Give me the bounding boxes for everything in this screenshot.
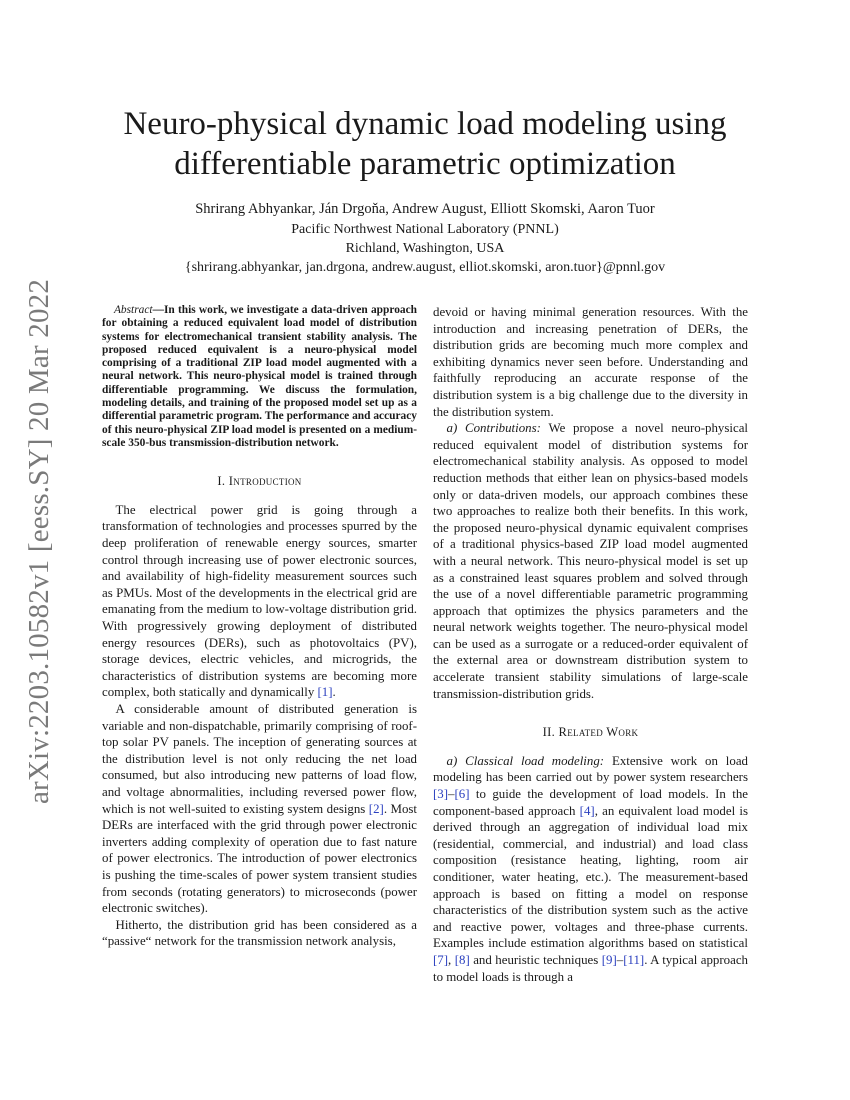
author-names: Shrirang Abhyankar, Ján Drgoňa, Andrew August, Elliott Skomski, Aaron Tuor	[195, 201, 655, 217]
paragraph-text: –	[448, 787, 455, 802]
paragraph-text: . A typical approach to model loads is through a	[433, 952, 749, 984]
section-heading-related-work	[433, 724, 748, 741]
location: Richland, Washington, USA	[345, 241, 505, 256]
paragraph-text: Extensive work on load modeling has been carried out by power system researchers	[433, 753, 748, 785]
affiliation: Pacific Northwest National Laboratory (PNNL)	[291, 222, 559, 237]
citation-link[interactable]: [7]	[433, 952, 449, 967]
citation-link[interactable]: [8]	[454, 952, 470, 967]
intro-paragraph-3-continued: devoid or having minimal generation resources. With the introduction and increasing penetration of DERs, the distribution grids are becoming much more complex and exhibiting dynamics never seen before. Understanding and faithfully reproducing an accurate response of the distribution system is a big challenge due to the diversity in the distribution system.	[433, 305, 748, 419]
contributions-paragraph	[433, 420, 748, 702]
section-name: Related Work	[558, 725, 639, 740]
paragraph-text: A considerable amount of distributed generation is variable and non-dispatchable, primarily comprising of roof-top solar PV panels. The inception of generating sources at the distribution level is not only reducing the net load consumed, but also introducing new patterns of load flow, and voltage abnormalities, including reversed power flow, which is not well-suited to existing system designs	[102, 701, 417, 816]
citation-link[interactable]: [4]	[579, 803, 595, 818]
section-number: II.	[542, 725, 559, 740]
intro-paragraph-3: Hitherto, the distribution grid has been considered as a “passive“ network for the transmission network analysis,	[102, 917, 417, 949]
paragraph-text: –	[616, 952, 624, 967]
citation-link[interactable]: [6]	[454, 787, 470, 802]
paragraph-text: ,	[448, 952, 455, 967]
arxiv-identifier-text: arXiv:2203.10582v1 [eess.SY] 20 Mar 2022	[23, 278, 56, 804]
paragraph-heading: a) Classical load modeling:	[446, 753, 605, 768]
author-emails: {shrirang.abhyankar, jan.drgona, andrew.august, elliot.skomski, aron.tuor}@pnnl.gov	[184, 260, 666, 275]
paragraph-text: The electrical power grid is going through a transformation of technologies and processes spurred by the deep proliferation of renewable energy sources, smarter control through increasing use of power electronic sources, and availability of high-fidelity measurement sources such as PMUs. Most of the developments in the electrical grid are emanating from the medium to low-voltage distribution grid. With progressively growing deployment of distributed energy resources (DERs), such as photovoltaics (PV), storage devices, electric vehicles, and microgrids, the characteristics of distribution systems are becoming more complex, both statically and dynamically	[102, 502, 417, 700]
abstract-text: —In this work, we investigate a data-driven approach for obtaining a reduced equivalent load model of distribution systems for electromechanical transient stability analysis. The proposed reduced equivalent is a neuro-physical model comprising of a traditional ZIP load model augmented with a neural network. This neuro-physical model is trained through differentiable programming. We discuss the formulation, modeling details, and training of the proposed model set up as a differential parametric program. The performance and accuracy of this neuro-physical ZIP load model is presented on a medium-scale 350-bus transmission-distribution network.	[102, 304, 417, 449]
author-block	[80, 200, 770, 277]
paragraph-text: We propose a novel neuro-physical reduced equivalent model of distribution systems for electromechanical stability analysis. As opposed to model reduction methods that either lean on physics-based models only or data-driven models, our approach combines these two approaches to realize both their benefits. In this work, the proposed neuro-physical dynamic equivalent comprises of a traditional physics-based ZIP load model augmented with a neural network. This neuro-physical model is set up as a constrained least squares problem and solved through the use of a novel differentiable parametric programming approach that optimizes the physics parameters and the neural network weights together. The neuro-physical model can be used as a surrogate or a reduced-order equivalent of the external area or downstream distribution system to accelerate transient stability simulations of large-scale transmission-distribution grids.	[433, 421, 748, 701]
paragraph-text: .	[332, 685, 336, 700]
classical-load-modeling-paragraph	[433, 753, 748, 985]
abstract-lead: Abstract	[113, 304, 153, 316]
intro-paragraph-1	[102, 502, 417, 701]
paper-title: Neuro-physical dynamic load modeling using differentiable parametric optimization	[123, 106, 727, 182]
citation-link[interactable]: [11]	[623, 952, 645, 967]
paragraph-text: , an equivalent load model is derived through an aggregation of individual load mix (residential, commercial, and industrial) and load class composition (resistance heating, lighting, room air conditioner, water heating, etc.). The measurement-based approach is based on fitting a model on response characteristics of the distribution system such as the active and reactive power, voltages and three-phase currents. Examples include estimation algorithms based on statistical	[433, 803, 748, 951]
abstract	[102, 304, 417, 450]
paragraph-text: and heuristic techniques	[469, 952, 602, 967]
left-column	[102, 304, 417, 950]
section-heading-introduction	[102, 473, 417, 490]
right-column	[433, 304, 748, 985]
citation-link[interactable]: [9]	[601, 952, 617, 967]
section-number: I.	[217, 474, 229, 489]
paragraph-text: to guide the development of load models. In the component-based approach	[433, 787, 748, 818]
intro-paragraph-2	[102, 701, 417, 917]
citation-link[interactable]: [3]	[433, 787, 449, 802]
arxiv-identifier-stamp	[20, 278, 60, 804]
paragraph-heading: a) Contributions:	[446, 421, 541, 436]
citation-link[interactable]: [1]	[317, 685, 333, 700]
citation-link[interactable]: [2]	[368, 801, 384, 816]
section-name: Introduction	[228, 474, 302, 489]
paragraph-text: . Most DERs are interfaced with the grid through power electronic inverters adding complexity of operation due to fast nature of power electronics. The introduction of power electronics is pushing the time-scales of power system transient studies from seconds (rotating generators) to microseconds (power electronic switches).	[102, 801, 417, 916]
